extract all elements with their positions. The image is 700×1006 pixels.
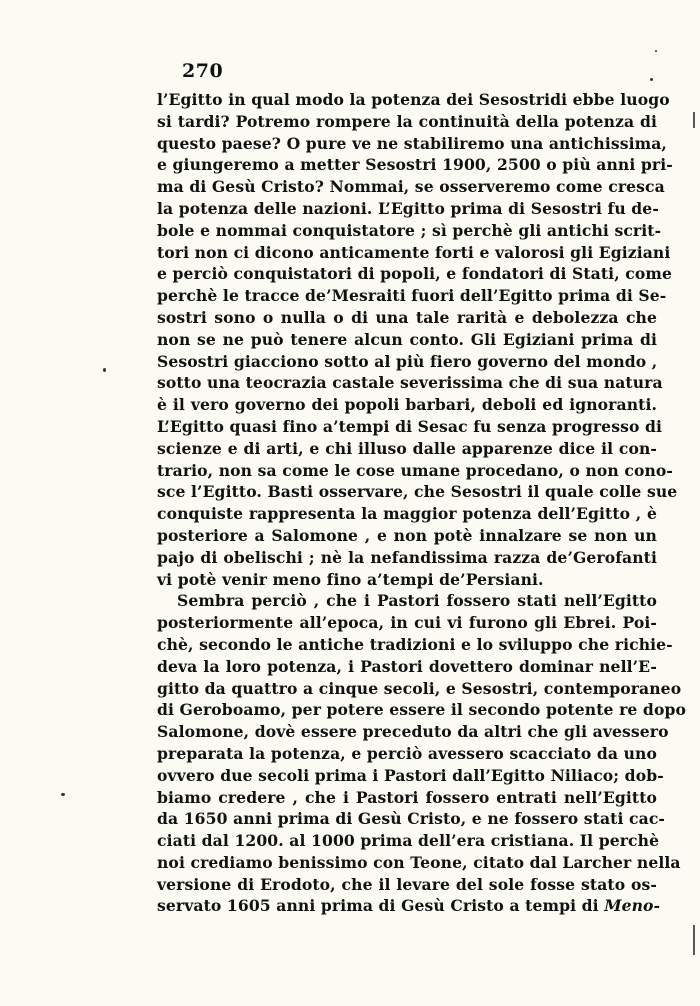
text-line: Salomone, dovè essere preceduto da altri che gli avessero xyxy=(157,722,669,742)
scan-speck xyxy=(650,78,653,81)
page-number: 270 xyxy=(182,60,224,82)
text-line: pajo di obelischi ; nè la nefandissima razza de’Gerofanti xyxy=(157,547,657,567)
paragraph-start-line: Sembra perciò , che i Pastori fossero stati nell’Egitto xyxy=(177,591,657,611)
text-line: preparata la potenza, e perciò avessero scacciato da uno xyxy=(157,743,657,763)
page-edge-mark xyxy=(693,925,695,955)
text-line: sostri sono o nulla o di una tale rarità e debolezza che xyxy=(157,307,657,327)
text-line: noi crediamo benissimo con Teone, citato dal Larcher nella xyxy=(157,852,681,872)
text-line: sce l’Egitto. Basti osservare, che Sesostri il quale colle sue xyxy=(157,482,678,502)
final-line-text: servato 1605 anni prima di Gesù Cristo a tempi di xyxy=(157,896,599,916)
text-line: e giungeremo a metter Sesostri 1900, 2500 o più anni pri- xyxy=(157,155,673,175)
text-line: posteriore a Salomone , e non potè innalzare se non un xyxy=(157,525,657,545)
text-line: scienze e di arti, e chi illuso dalle apparenze dice il con- xyxy=(157,438,657,458)
page-edge-mark xyxy=(693,112,695,128)
text-line: tori non ci dicono anticamente forti e valorosi gli Egiziani xyxy=(157,242,671,262)
text-line: ciati dal 1200. al 1000 prima dell’era cristiana. Il perchè xyxy=(157,831,660,851)
scan-speck xyxy=(61,793,65,796)
paragraph-end-line: vi potè venir meno fino a’tempi de’Persiani. xyxy=(157,569,544,589)
text-line: ma di Gesù Cristo? Nommai, se osserveremo come cresca xyxy=(157,177,665,197)
text-line: chè, secondo le antiche tradizioni e lo sviluppo che richie- xyxy=(157,634,673,654)
text-line: ovvero due secoli prima i Pastori dall’Egitto Niliaco; dob- xyxy=(157,765,664,785)
text-line: gitto da quattro a cinque secoli, e Sesostri, contemporaneo xyxy=(157,678,682,698)
text-line: deva la loro potenza, i Pastori dovettero dominar nell’E- xyxy=(157,656,657,676)
text-line: trario, non sa come le cose umane procedano, o non cono- xyxy=(157,460,673,480)
text-line: non se ne può tenere alcun conto. Gli Egiziani prima di xyxy=(157,329,657,349)
text-line: di Geroboamo, per potere essere il secondo potente re dopo xyxy=(157,700,686,720)
scan-speck xyxy=(103,368,106,372)
text-line: si tardi? Potremo rompere la continuità della potenza di xyxy=(157,111,657,131)
text-line: l’Egitto in qual modo la potenza dei Sesostridi ebbe luogo xyxy=(157,90,670,109)
text-line: perchè le tracce de’Mesraiti fuori dell’Egitto prima di Se- xyxy=(157,286,667,306)
scan-speck xyxy=(655,50,657,52)
text-line: da 1650 anni prima di Gesù Cristo, e ne fossero stati cac- xyxy=(157,809,665,829)
text-line: posteriormente all’epoca, in cui vi furono gli Ebrei. Poi- xyxy=(157,613,657,633)
text-line: questo paese? O pure ve ne stabiliremo una antichissima, xyxy=(157,133,667,153)
body-text xyxy=(157,89,686,917)
text-line: biamo credere , che i Pastori fossero entrati nell’Egitto xyxy=(157,787,657,807)
text-line: sotto una teocrazia castale severissima che di sua natura xyxy=(157,373,663,393)
text-line: bole e nommai conquistatore ; sì perchè gli antichi scrit- xyxy=(157,220,662,240)
text-line: e perciò conquistatori di popoli, e fondatori di Stati, come xyxy=(157,264,672,284)
text-line: è il vero governo dei popoli barbari, deboli ed ignoranti. xyxy=(157,395,657,415)
text-line: la potenza delle nazioni. L’Egitto prima di Sesostri fu de- xyxy=(157,198,659,218)
text-line: Sesostri giacciono sotto al più fiero governo del mondo , xyxy=(157,351,658,371)
text-line: conquiste rappresenta la maggior potenza dell’Egitto , è xyxy=(157,504,657,524)
text-line: L’Egitto quasi fino a’tempi di Sesac fu senza progresso di xyxy=(157,416,663,436)
text-line: versione di Erodoto, che il levare del sole fosse stato os- xyxy=(157,874,657,894)
final-line xyxy=(157,895,661,917)
italic-word: Meno- xyxy=(604,896,661,916)
